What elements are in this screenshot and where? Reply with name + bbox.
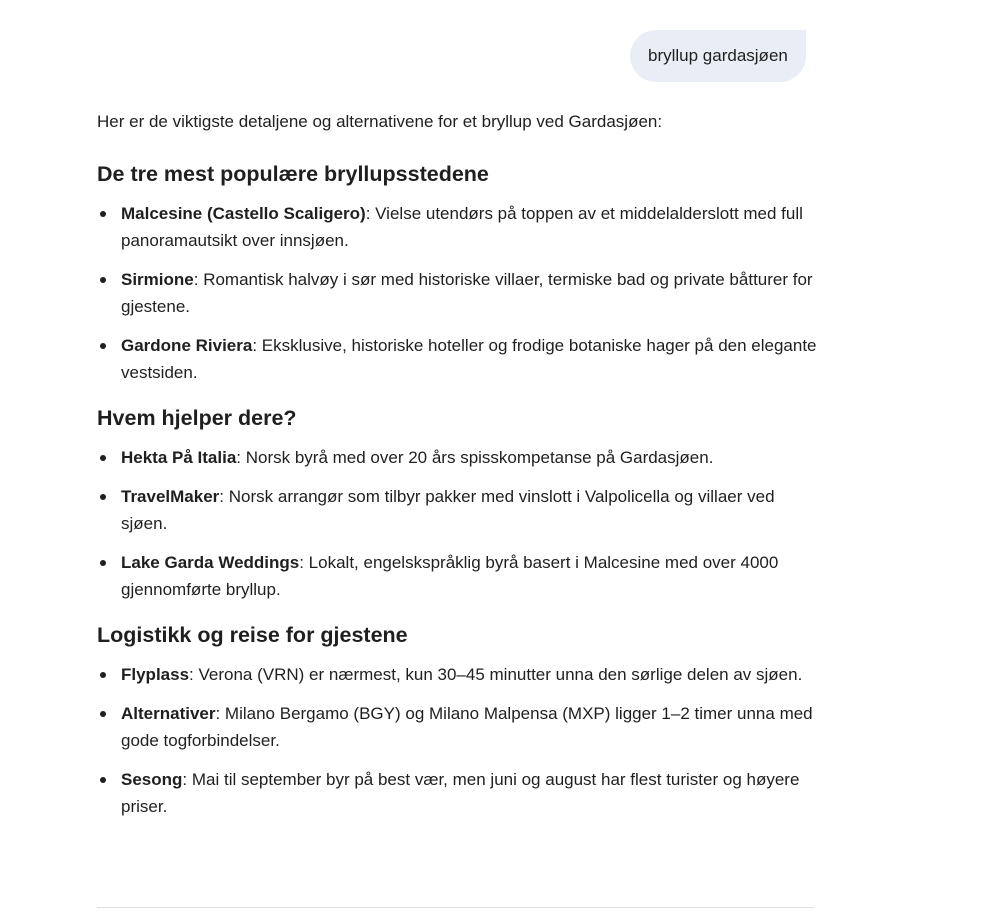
- list-item-text: : Eksklusive, historiske hoteller og frodige botaniske hager på den elegante vestsiden.: [121, 336, 817, 382]
- venue-list: [97, 200, 817, 386]
- user-message-text: bryllup gardasjøen: [648, 46, 788, 65]
- list-item-title: Lake Garda Weddings: [121, 553, 300, 572]
- helper-list: [97, 444, 817, 603]
- list-item-title: Flyplass: [121, 665, 190, 684]
- assistant-response: [97, 108, 817, 832]
- list-item-text: : Vielse utendørs på toppen av et middelalderslott med full panoramautsikt over innsjøen.: [121, 204, 803, 250]
- list-item-text: : Mai til september byr på best vær, men juni og august har flest turister og høyere priser.: [121, 770, 800, 816]
- list-item-text: : Romantisk halvøy i sør med historiske villaer, termiske bad og private båtturer for gjestene.: [121, 270, 813, 316]
- list-item: [121, 444, 817, 471]
- list-item: [121, 700, 817, 754]
- list-item-text: : Lokalt, engelskspråklig byrå basert i Malcesine med over 4000 gjennomførte bryllup.: [121, 553, 779, 599]
- list-item-title: Hekta På Italia: [121, 448, 237, 467]
- list-item-text: : Milano Bergamo (BGY) og Milano Malpensa (MXP) ligger 1–2 timer unna med gode togforbindelser.: [121, 704, 813, 750]
- list-item: [121, 266, 817, 320]
- response-intro: Her er de viktigste detaljene og alternativene for et bryllup ved Gardasjøen:: [97, 112, 663, 131]
- list-item: [121, 483, 817, 537]
- list-item: [121, 766, 817, 820]
- response-divider: [97, 907, 814, 908]
- logistics-list: [97, 661, 817, 820]
- list-item-title: Malcesine (Castello Scaligero): [121, 204, 366, 223]
- list-item-text: : Verona (VRN) er nærmest, kun 30–45 minutter unna den sørlige delen av sjøen.: [189, 665, 803, 684]
- list-item-text: : Norsk byrå med over 20 års spisskompetanse på Gardasjøen.: [236, 448, 714, 467]
- section-heading-venues: De tre mest populære bryllupsstedene: [97, 162, 489, 186]
- list-item: [121, 661, 817, 688]
- user-message-bubble: [630, 30, 806, 82]
- list-item: [121, 200, 817, 254]
- list-item-title: Sirmione: [121, 270, 194, 289]
- list-item: [121, 549, 817, 603]
- section-heading-logistics: Logistikk og reise for gjestene: [97, 623, 408, 647]
- list-item-title: Sesong: [121, 770, 183, 789]
- list-item-title: TravelMaker: [121, 487, 220, 506]
- list-item-title: Alternativer: [121, 704, 216, 723]
- list-item: [121, 332, 817, 386]
- list-item-title: Gardone Riviera: [121, 336, 253, 355]
- list-item-text: : Norsk arrangør som tilbyr pakker med vinslott i Valpolicella og villaer ved sjøen.: [121, 487, 775, 533]
- section-heading-helpers: Hvem hjelper dere?: [97, 406, 297, 430]
